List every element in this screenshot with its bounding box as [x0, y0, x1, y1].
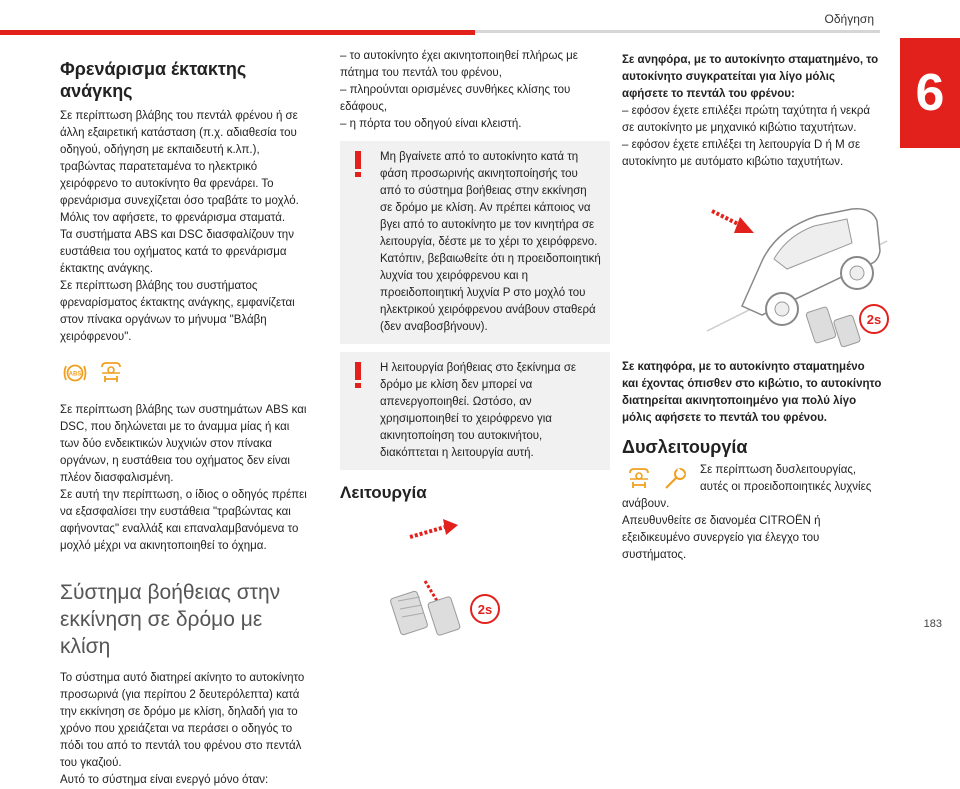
hill-start-assist-title: Σύστημα βοήθειας στην εκκίνηση σε δρόμο με κλίση: [60, 581, 281, 658]
header-red-bar: [0, 30, 475, 35]
chapter-number: 6: [915, 64, 945, 122]
timer-label: 2s: [866, 312, 882, 327]
list-item: – η πόρτα του οδηγού είναι κλειστή.: [340, 118, 522, 130]
warning-box: [340, 352, 610, 470]
paragraph: Το σύστημα αυτό διατηρεί ακίνητο το αυτοκίνητο προσωρινά (για περίπου 2 δευτερόλεπτα) κατά την εκκίνηση σε δρόμο με κλίση, δηλαδή για το χρόνο που χρειάζεται να περάσει ο οδηγός το πόδι του από το πεντάλ του φρένου στο πεντάλ του γκαζιού.: [60, 672, 305, 769]
timer-label: 2s: [477, 602, 493, 617]
car-uphill-illustration: [702, 181, 892, 351]
paragraph: Σε περίπτωση βλάβης του συστήματος φρεναρίσματος έκτακτης ανάγκης, εμφανίζεται στον πίνακα οργάνων το μήνυμα "Βλάβη χειρόφρενου".: [60, 280, 295, 343]
column-3: [622, 52, 884, 564]
warning-exclamation-icon: [354, 151, 362, 177]
emergency-braking-title: Φρενάρισμα έκτακτης ανάγκης: [60, 59, 247, 101]
operation-title: Λειτουργία: [340, 483, 427, 502]
downhill-heading: Σε κατηφόρα, με το αυτοκίνητο σταματημένο και έχοντας όπισθεν στο κιβώτιο, το αυτοκίνητο διατηρείται ακινητοποιημένο για πολύ λίγο μόλις αφήσετε το πεντάλ του φρένου.: [622, 361, 882, 424]
warning-text: Μη βγαίνετε από το αυτοκίνητο κατά τη φάση προσωρινής ακινητοποίησής του από το σύστημα βοήθειας στην εκκίνηση σε δρόμο με κλίση. Αν πρέπει κάποιος να βγει από το αυτοκίνητο με τον κινητήρα σε λειτουργία, δέστε με το χέρι το χειρόφρενο. Κατόπιν, βεβαιωθείτε ότι η προειδοποιητική λυχνία του χειρόφρενου και η προειδοποιητική λυχνία P στο μοχλό του ηλεκτρικού χειρόφρενου ανάβουν σταθερά (δεν αναβοσβήνουν).: [380, 151, 601, 333]
column-2: [340, 48, 610, 639]
list-item: – εφόσον έχετε επιλέξει πρώτη ταχύτητα ή νεκρά σε αυτοκίνητο με μηχανικό κιβώτιο ταχυτήτων.: [622, 105, 871, 134]
wrench-service-icon: [662, 466, 688, 492]
list-item: – το αυτοκίνητο έχει ακινητοποιηθεί πλήρως με πάτημα του πεντάλ του φρένου,: [340, 50, 578, 79]
list-item: – εφόσον έχετε επιλέξει τη λειτουργία D ή M σε αυτοκίνητο με αυτόματο κιβώτιο ταχυτήτων.: [622, 139, 861, 168]
svg-text:ABS: ABS: [68, 371, 82, 378]
paragraph: Σε περίπτωση βλάβης των συστημάτων ABS και DSC, που δηλώνεται με το άναμμα μίας ή και των δύο ενδεικτικών λυχνιών στον πίνακα οργάνων, η ευστάθεια του οχήματος δεν είναι πλέον διασφαλισμένη.: [60, 404, 307, 484]
header-grey-bar: [475, 30, 880, 33]
paragraph: Τα συστήματα ABS και DSC διασφαλίζουν την ευστάθεια του οχήματος κατά το φρενάρισμα έκτακτης ανάγκης.: [60, 229, 294, 275]
car-uphill-graphic: [702, 181, 892, 351]
warning-text: Η λειτουργία βοήθειας στο ξεκίνημα σε δρόμο με κλίση δεν μπορεί να απενεργοποιηθεί. Ωστόσο, αν χρησιμοποιηθεί το χειρόφρενο για ακινητοποίηση του αυτοκινήτου, διακόπτεται η λειτουργία αυτή.: [380, 362, 577, 459]
abs-warning-icon: [62, 360, 88, 386]
paragraph: Σε περίπτωση βλάβης του πεντάλ φρένου ή σε άλλη εξαιρετική κατάσταση (π.χ. αδιαθεσία του οδηγού, οδήγηση με εκπαιδευτή κ.λπ.), τραβώντας παρατεταμένα το ηλεκτρικό χειρόφρενο το αυτοκίνητο θα φρενάρει. Το φρενάρισμα συνεχίζεται όσο τραβάτε το μοχλό. Μόλις τον αφήσετε, το φρενάρισμα σταματά.: [60, 110, 299, 224]
column-1: [60, 58, 310, 789]
fault-icons-row: [626, 466, 688, 492]
brake-fault-icon: [98, 360, 124, 386]
paragraph: Αυτό το σύστημα είναι ενεργό μόνο όταν:: [60, 774, 269, 786]
paragraph: Σε αυτή την περίπτωση, ο ίδιος ο οδηγός πρέπει να εξασφαλίσει την ευστάθεια "τραβώντας και αφήνοντας" εναλλάξ και επαναλαμβανόμενα το μοχλό μέχρι να ακινητοποιηθεί το όχημα.: [60, 489, 307, 552]
uphill-heading: Σε ανηφόρα, με το αυτοκίνητο σταματημένο, το αυτοκίνητο συγκρατείται για λίγο μόλις αφήσετε το πεντάλ του φρένου:: [622, 54, 879, 100]
section-title: Οδήγηση: [824, 12, 874, 26]
pedal-illustration: [370, 519, 520, 639]
paragraph: Απευθυνθείτε σε διανομέα CITROËN ή εξειδικευμένο συνεργείο για έλεγχο του συστήματος.: [622, 515, 821, 561]
warning-exclamation-icon: [354, 362, 362, 388]
brake-fault-icon: [626, 466, 652, 492]
paragraph: Σε περίπτωση δυσλειτουργίας, αυτές οι προειδοποιητικές λυχνίες ανάβουν.: [622, 464, 872, 510]
page-number: 183: [923, 618, 942, 630]
warning-icons-row: [62, 360, 310, 386]
warning-box: [340, 141, 610, 344]
pedal-timer-graphic: [370, 519, 520, 639]
list-item: – πληρούνται ορισμένες συνθήκες κλίσης του εδάφους,: [340, 84, 571, 113]
malfunction-title: Δυσλειτουργία: [622, 437, 748, 457]
